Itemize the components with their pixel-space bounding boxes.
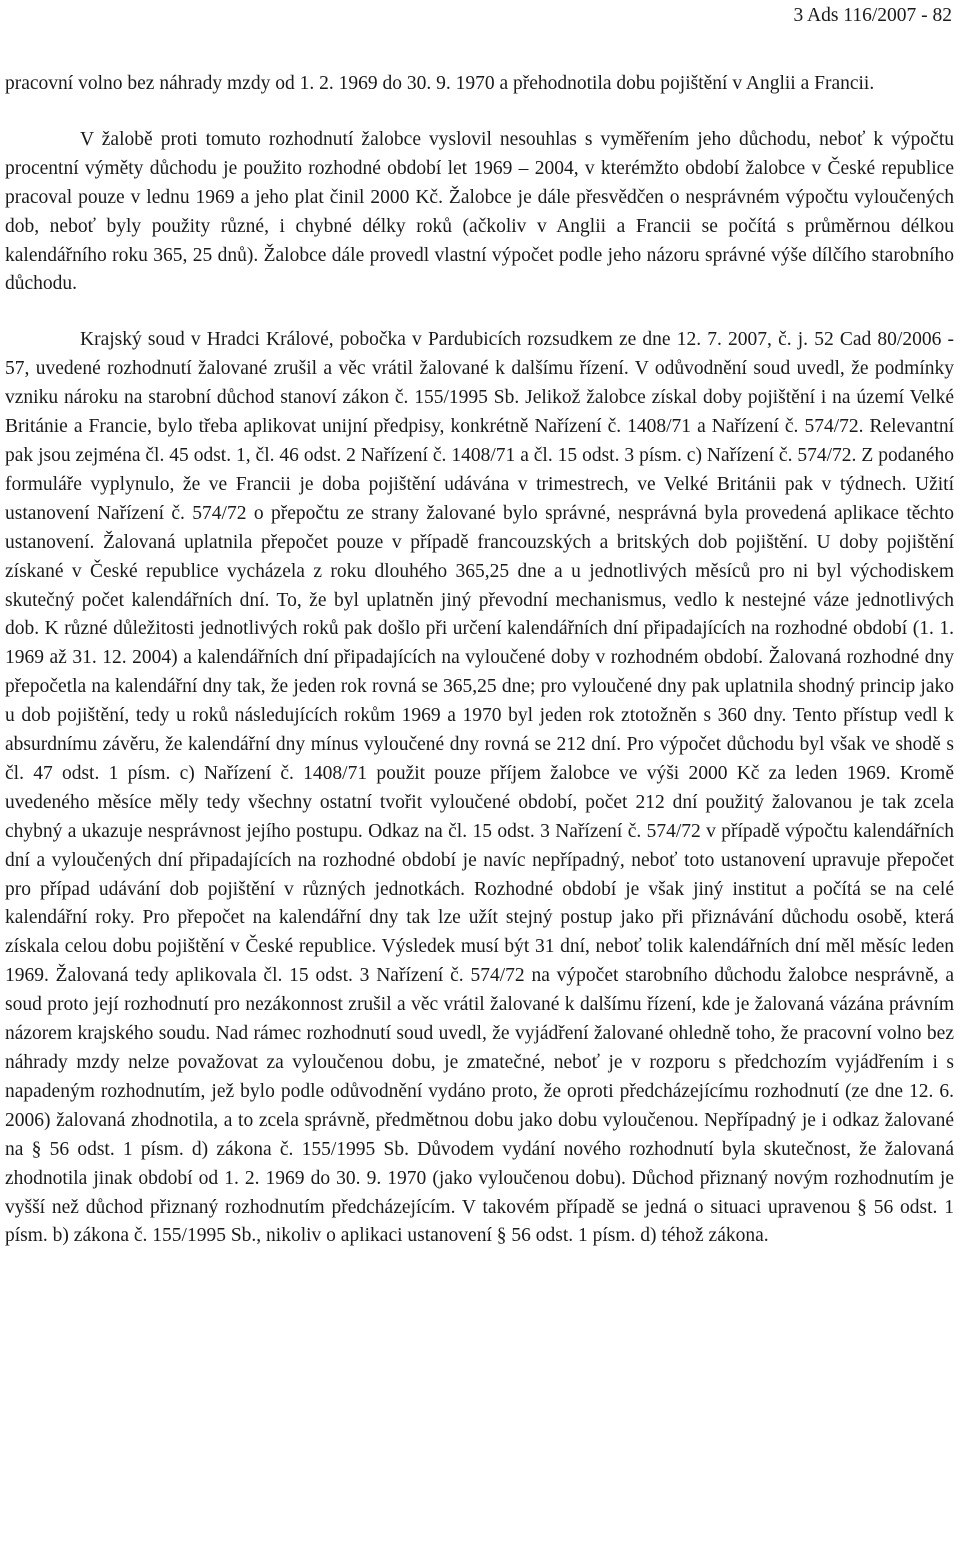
paragraph-spacer [5,99,954,126]
paragraph-spacer [5,299,954,326]
case-number-header: 3 Ads 116/2007 - 82 [793,5,952,26]
paragraph-plaintiff-objection: V žalobě proti tomuto rozhodnutí žalobce vyslovil nesouhlas s vyměřením jeho důchodu, neboť k výpočtu procentní výměty důchodu je použito rozhodné období let 1969 – 2004, v kterémžto období žalobce v České republice pracoval pouze v lednu 1969 a jeho plat činil 2000 Kč. Žalobce je dále přesvědčen o nesprávném výpočtu vyloučených dob, neboť byly použity různé, i chybné délky roků (ačkoliv v Anglii a Francii se počítá s průměrnou délkou kalendářního roku 365, 25 dnů). Žalobce dále provedl vlastní výpočet podle jeho názoru správné výše dílčího starobního důchodu. [5,128,954,295]
paragraph-regional-court-ruling: Krajský soud v Hradci Králové, pobočka v Pardubicích rozsudkem ze dne 12. 7. 2007, č. j. 52 Cad 80/2006 - 57, uvedené rozhodnutí žalované zrušil a věc vrátil žalované k dalšímu řízení. V odůvodnění soud uvedl, že podmínky vzniku nároku na starobní důchod stanoví zákon č. 155/1995 Sb. Jelikož žalobce získal doby pojištění i na území Velké Británie a Francie, bylo třeba aplikovat unijní předpisy, konkrétně Nařízení č. 1408/71 a Nařízení č. 574/72. Relevantní pak jsou zejména čl. 45 odst. 1, čl. 46 odst. 2 Nařízení č. 1408/71 a čl. 15 odst. 3 písm. c) Nařízení č. 574/72. Z podaného formuláře vyplynulo, že ve Francii je doba pojištění udávána v trimestrech, ve Velké Británii pak v týdnech. Užití ustanovení Nařízení č. 574/72 o přepočtu ze strany žalované bylo správné, nesprávná byla provedená aplikace těchto ustanovení. Žalovaná uplatnila přepočet pouze v případě francouzských a britských dob pojištění. U doby pojištění získané v České republice vycházela z roku dlouhého 365,25 dne a u jednotlivých měsíců pro ni byl východiskem skutečný počet kalendářních dní. To, že byl uplatněn jiný převodní mechanismus, vedlo k nestejné váze jednotlivých dob. K různé důležitosti jednotlivých roků pak došlo při určení kalendářních dní připadajících na rozhodné období (1. 1. 1969 až 31. 12. 2004) a kalendářních dní připadajících na vyloučené doby v rozhodném období. Žalovaná rozhodné dny přepočetla na kalendářní dny tak, že jeden rok rovná se 365,25 dne; pro vyloučené dny pak uplatnila shodný princip jako u dob pojištění, tedy u roků následujících rokům 1969 a 1970 byl jeden rok ztotožněn s 360 dny. Tento přístup vedl k absurdnímu závěru, že kalendářní dny mínus vyloučené dny rovná se 212 dní. Pro výpočet důchodu byl však ve shodě s čl. 47 odst. 1 písm. c) Nařízení č. 1408/71 použit pouze příjem žalobce ve výši 2000 Kč za leden 1969. Kromě uvedeného měsíce měly tedy všechny ostatní tvořit vyloučené období, počet 212 dní použitý žalovanou je tak zcela chybný a ukazuje nesprávnost jejího postupu. Odkaz na čl. 15 odst. 3 Nařízení č. 574/72 v případě výpočtu kalendářních dní a vyloučených dní připadajících na rozhodné období je navíc nepřípadný, neboť toto ustanovení upravuje přepočet pro případ udávání dob pojištění v různých jednotkách. Rozhodné období je však jiný institut a počítá se na celé kalendářní roky. Pro přepočet na kalendářní dny tak lze užít stejný postup jako při přiznávání důchodu osobě, která získala celou dobu pojištění v České republice. Výsledek musí být 31 dní, neboť tolik kalendářních dní měl měsíc leden 1969. Žalovaná tedy aplikovala čl. 15 odst. 3 Nařízení č. 574/72 na výpočet starobního důchodu žalobce nesprávně, a soud proto její rozhodnutí pro nezákonnost zrušil a věc vrátil žalované k dalšímu řízení, kde je žalovaná vázána právním názorem krajského soudu. Nad rámec rozhodnutí soud uvedl, že vyjádření žalované ohledně toho, že pracovní volno bez náhrady mzdy nelze považovat za vyloučenou dobu, je zmatečné, neboť je v rozporu s předchozím vyjádřením i s napadeným rozhodnutím, jež bylo podle odůvodnění vydáno proto, že oproti předcházejícímu rozhodnutí (ze dne 12. 6. 2006) žalovaná zhodnotila, a to zcela správně, předmětnou dobu jako dobu vyloučenou. Nepřípadný je i odkaz žalované na § 56 odst. 1 písm. d) zákona č. 155/1995 Sb. Důvodem vydání nového rozhodnutí byla skutečnost, že žalovaná zhodnotila jinak období od 1. 2. 1969 do 30. 9. 1970 (jako vyloučenou dobu). Důchod přiznaný novým rozhodnutím je vyšší než důchod přiznaný rozhodnutím předcházejícím. V takovém případě se jedná o situaci upravenou § 56 odst. 1 písm. b) zákona č. 155/1995 Sb., nikoliv o aplikaci ustanovení § 56 odst. 1 písm. d) téhož zákona. [5,329,954,1247]
paragraph-continuation: pracovní volno bez náhrady mzdy od 1. 2. 1969 do 30. 9. 1970 a přehodnotila dobu pojištění v Anglii a Francii. [5,73,875,94]
document-body [5,70,954,1251]
